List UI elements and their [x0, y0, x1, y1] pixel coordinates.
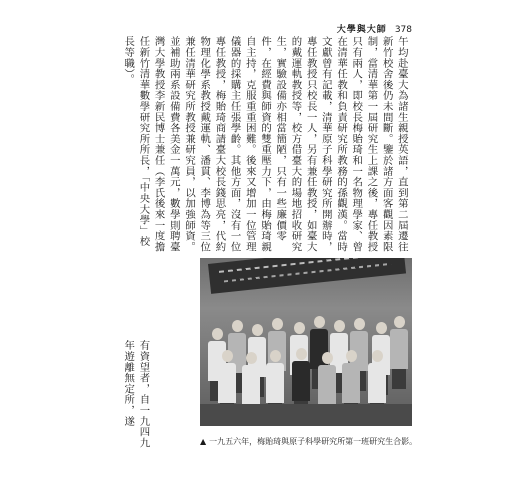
photo-banner: [208, 258, 406, 294]
photo-ground: [200, 404, 412, 426]
page-header: [337, 22, 412, 35]
book-title: 大學與大師: [336, 25, 387, 35]
person: [390, 316, 408, 389]
page-number: 378: [394, 25, 412, 35]
caption-marker-icon: ▲: [200, 437, 207, 446]
body-text-upper-content: 午均赴臺大為諸生親授英語，直到第二屆遷往新竹校舍後仍未間斷。鑒於諸方面客觀因素限制，當清華第一屆研究生上課之後，專任教授只有兩人，即校長梅貽琦和一名物理學家、曾在清華任教和負責研究所教務的孫觀漢。當時文獻曾有記載，清華原子科學研究所開辦時，專任教授只校長一人，另有兼任教授，如臺大的戴運軌教授等，校方借臺大的場地招收研究生，實驗設備亦相當簡陋，只有一些廉價零件，在經費與師資的雙重壓力下，由梅貽琦親自主持，克服重重困難。後來又增加一位管理儀器的採購主任張學齡。其他方面，沒有一位專任教授，梅貽琦商請臺大校長錢思亮，代約物理化學系教授戴運軌、潘貫、李博為等三位兼任清華研究所教授兼研究員，以加強師資。並補助兩系設備費各美金一萬元，數學則聘臺灣大學教授李新民博士兼任（李氏後來一度擔任新竹清華數學研究所所長，「中央大學」校長等職）。: [122, 36, 408, 252]
body-text-lower: [120, 340, 152, 452]
body-text-lower-content: 有資望者，自一九四九年遊離無定所，遂: [122, 340, 150, 448]
group-photo: [200, 258, 412, 426]
caption-text: 一九五六年，梅貽琦與原子科學研究所第一班研究生合影。: [209, 437, 418, 446]
photo-caption: [200, 436, 420, 447]
body-text-upper: [120, 36, 412, 253]
